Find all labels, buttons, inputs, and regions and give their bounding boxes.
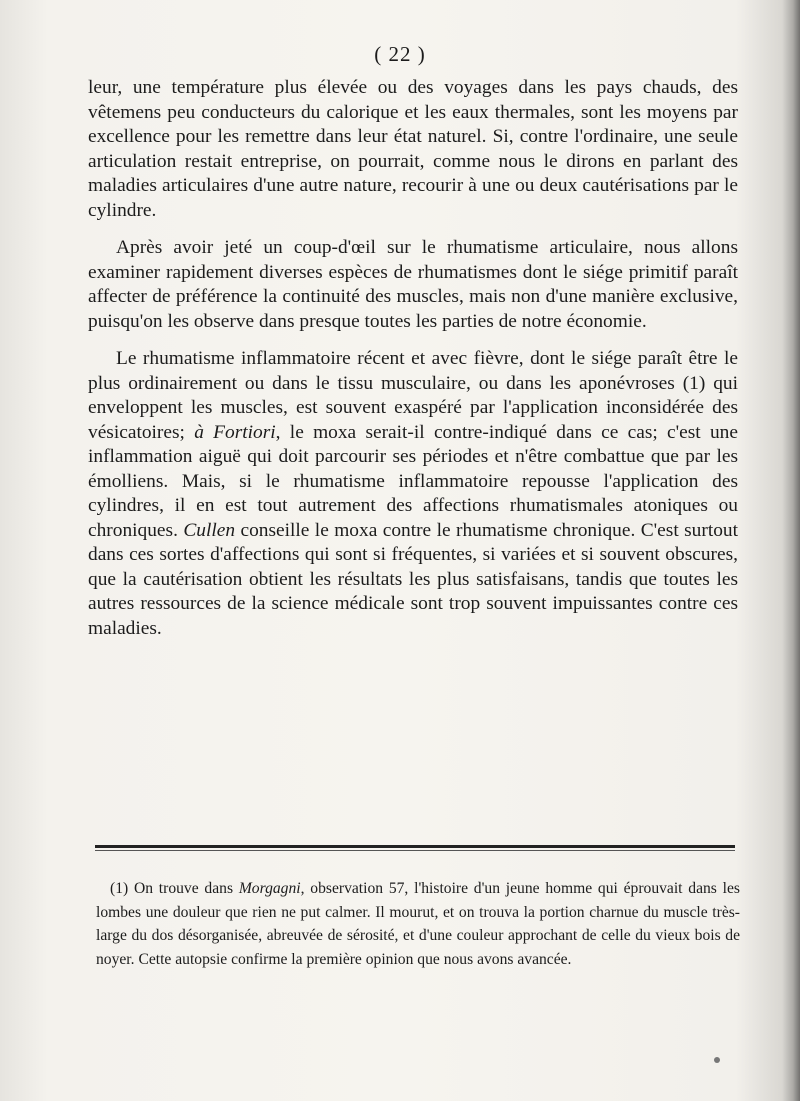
- main-text: [88, 76, 738, 641]
- footnote-divider: [95, 845, 735, 851]
- paragraph-3-text-1: Le rhumatisme inflammatoire récent et avec fièvre, dont le siége paraît être le plus ordinairement ou dans le tissu musculaire, ou dans les aponévroses (1) qui enveloppent les muscles, est souvent exaspéré par l'application inconsidérée des vésicatoires;: [88, 348, 738, 443]
- footnote-text-2: , observation 57, l'histoire d'un jeune homme qui éprouvait dans les lombes une douleur que rien ne put calmer. Il mourut, et on trouva la portion charnue du muscle très-large du dos désorganisée, abreuvée de sérosité, et d'une couleur approchant de celle du vieux bois de noyer. Cette autopsie confirme la première opinion que nous avons avancée.: [96, 880, 740, 968]
- page-number: ( 22 ): [374, 42, 426, 66]
- divider-thick-line: [95, 845, 735, 848]
- paragraph-2: Après avoir jeté un coup-d'œil sur le rhumatisme articulaire, nous allons examiner rapidement diverses espèces de rhumatismes dont le siége primitif paraît affecter de préférence la continuité des muscles, mais non d'une manière exclusive, puisqu'on les observe dans presque toutes les parties de notre économie.: [88, 237, 738, 332]
- footnote-text-1: (1) On trouve dans: [110, 880, 239, 897]
- footnote-text: [96, 877, 740, 971]
- ink-speck: [714, 1057, 720, 1063]
- italic-cullen: Cullen: [183, 519, 236, 541]
- divider-thin-line: [95, 850, 735, 851]
- page-edge-shadow: [782, 0, 800, 1101]
- paragraph-1: leur, une température plus élevée ou des voyages dans les pays chauds, des vêtemens peu conducteurs du calorique et les eaux thermales, sont les moyens par excellence pour les remettre dans leur état naturel. Si, contre l'ordinaire, une seule articulation restait entreprise, on pourrait, comme nous le dirons en parlant des maladies articulaires d'une autre nature, recourir à une ou deux cautérisations par le cylindre.: [88, 77, 738, 221]
- paragraph-3-text-3: conseille le moxa contre le rhumatisme chronique. C'est surtout dans ces sortes d'affections qui sont si fréquentes, si variées et si souvent obscures, que la cautérisation obtient les résultats les plus satisfaisans, tandis que toutes les autres ressources de la science médicale sont trop souvent impuissantes contre ces maladies.: [88, 519, 738, 639]
- footnote: [96, 877, 740, 971]
- paragraph-3: [88, 347, 738, 641]
- italic-a-fortiori: à Fortiori: [194, 421, 276, 443]
- italic-morgagni: Morgagni: [238, 880, 301, 897]
- paragraph-3-text-2: , le moxa serait-il contre-indiqué dans ce cas; c'est une inflammation aiguë qui doit parcourir ses périodes et n'être combattue que par les émolliens. Mais, si le rhumatisme inflammatoire repousse l'application des cylindres, il en est tout autrement des affections rhumatismales atoniques ou chroniques.: [88, 421, 738, 541]
